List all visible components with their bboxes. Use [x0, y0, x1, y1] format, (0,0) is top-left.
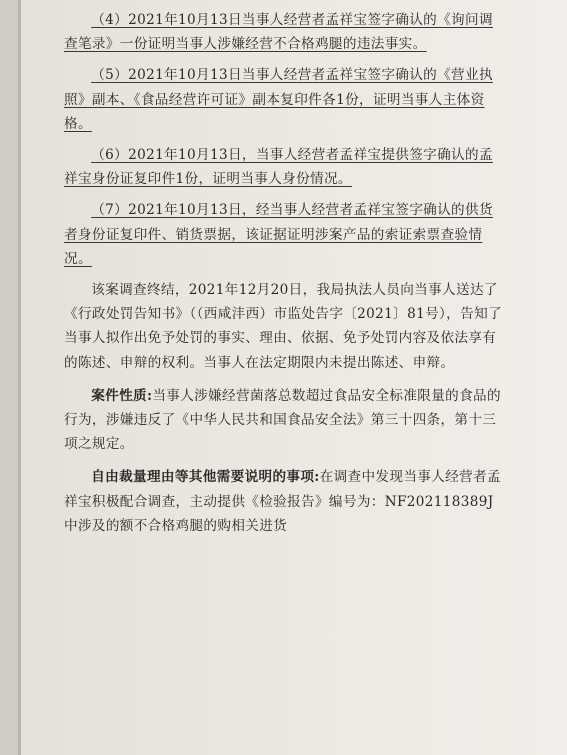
evidence-number: （7） — [91, 202, 129, 219]
discretion-label: 自由裁量理由等其他需要说明的事项: — [91, 469, 320, 486]
investigation-text: 该案调查终结，2021年12月20日，我局执法人员向当事人送达了《行政处罚告知书》（（西咸沣西）市监处告字〔2021〕81号），告知了当事人拟作出免予处罚的事实、理由、依据、免予处罚内容及依法享有的陈述、申辩的权利。当事人在法定期限内未提出陈述、申辩。 — [64, 282, 502, 371]
evidence-item-4 — [64, 8, 504, 56]
evidence-text: 2021年10月13日当事人经营者孟祥宝签字确认的《营业执照》副本、《食品经营许可证》副本复印件各1份，证明当事人主体资格。 — [64, 67, 493, 132]
evidence-item-5 — [64, 63, 504, 136]
evidence-text: 2021年10月13日，经当事人经营者孟祥宝签字确认的供货者身份证复印件、销货票据，该证据证明涉案产品的索证索票查验情况。 — [64, 202, 493, 267]
document-page — [18, 0, 567, 755]
evidence-number: （4） — [91, 12, 129, 28]
case-nature-label: 案件性质: — [91, 387, 153, 404]
evidence-number: （6） — [91, 147, 129, 164]
evidence-text: 2021年10月13日，当事人经营者孟祥宝提供签字确认的孟祥宝身份证复印件1份，证明当事人身份情况。 — [64, 147, 493, 188]
evidence-text: 2021年10月13日当事人经营者孟祥宝签字确认的《询问调查笔录》一份证明当事人涉嫌经营不合格鸡腿的违法事实。 — [64, 12, 493, 53]
investigation-paragraph — [64, 278, 504, 375]
discretion-text: 在调查中发现当事人经营者孟祥宝积极配合调查，主动提供《检验报告》编号为：NF202118389J 中涉及的额不合格鸡腿的购相关进货 — [64, 469, 501, 534]
document-body — [64, 8, 504, 538]
evidence-item-7 — [64, 198, 504, 271]
case-nature-text: 当事人涉嫌经营菌落总数超过食品安全标准限量的食品的行为，涉嫌违反了《中华人民共和国食品安全法》第三十四条，第十三项之规定。 — [64, 387, 501, 453]
case-nature-paragraph — [64, 384, 504, 457]
evidence-number: （5） — [91, 67, 129, 84]
discretion-paragraph — [64, 465, 504, 538]
evidence-item-6 — [64, 143, 504, 191]
